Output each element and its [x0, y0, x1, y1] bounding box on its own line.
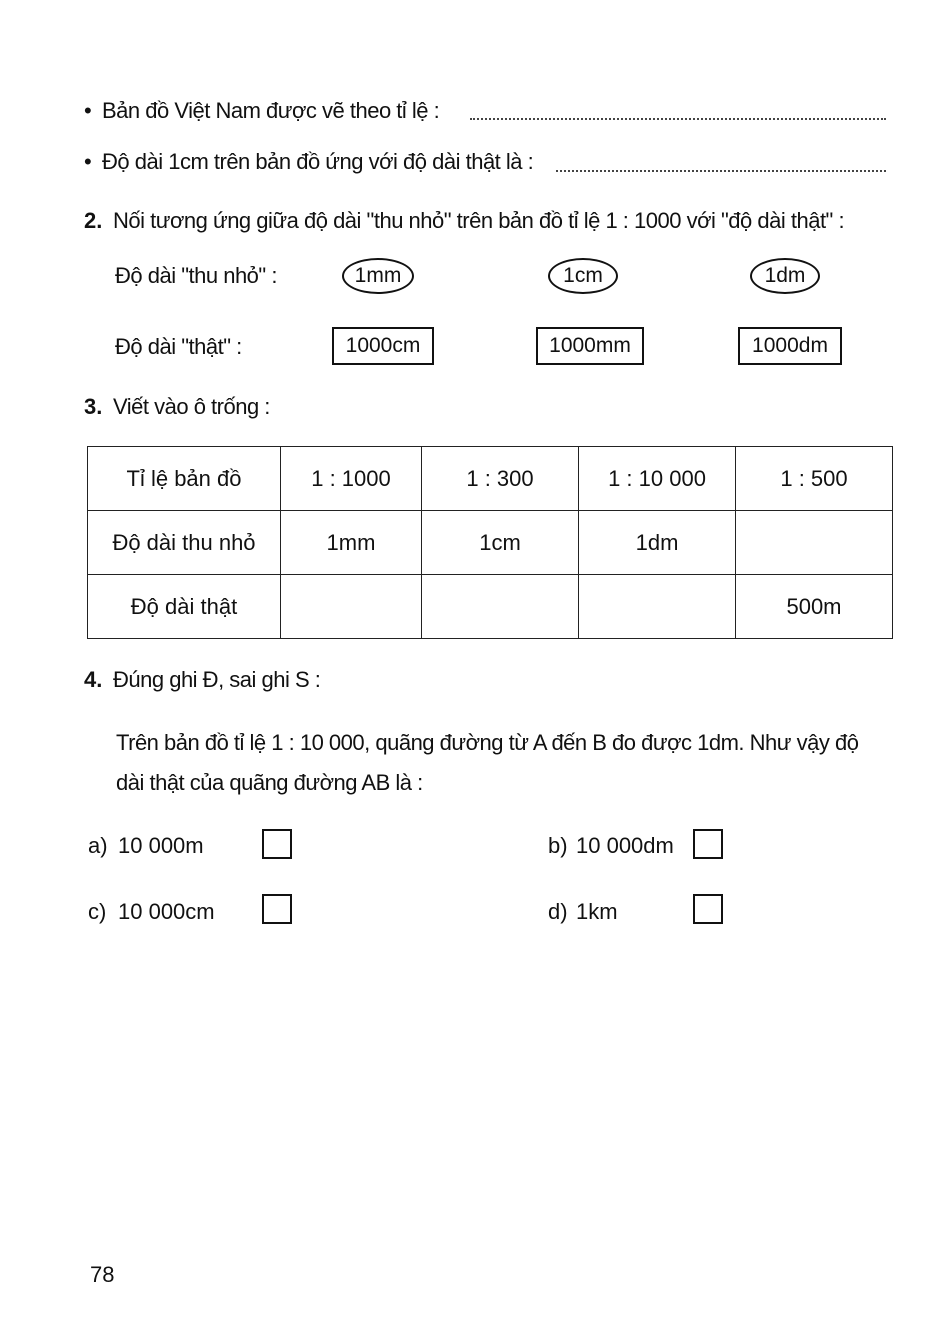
answer-line-2[interactable]	[556, 170, 886, 172]
box-real-1000dm[interactable]	[738, 327, 842, 365]
option-c-letter: c)	[88, 899, 107, 924]
question-3-number: 3.	[84, 394, 103, 419]
table-cell: 1 : 1000	[281, 447, 422, 511]
oval-scaled-1dm[interactable]	[750, 258, 820, 294]
oval-label: 1mm	[354, 264, 402, 287]
oval-label: 1dm	[764, 264, 806, 287]
question-4-text: Đúng ghi Đ, sai ghi S :	[113, 667, 321, 692]
oval-scaled-1mm[interactable]	[342, 258, 414, 294]
real-length-question: Độ dài 1cm trên bản đồ ứng với độ dài thật là :	[102, 149, 534, 174]
answer-line-1[interactable]	[470, 118, 886, 120]
box-label: 1000cm	[345, 334, 421, 357]
option-c-checkbox[interactable]	[262, 894, 292, 924]
table-cell: 1 : 500	[736, 447, 893, 511]
table-cell-blank[interactable]	[736, 511, 893, 575]
option-b-checkbox[interactable]	[693, 829, 723, 859]
option-b-letter: b)	[548, 833, 568, 858]
row-header-scale: Tỉ lệ bản đồ	[88, 447, 281, 511]
table-row	[88, 575, 893, 639]
question-3-text: Viết vào ô trống :	[113, 394, 270, 419]
table-row	[88, 447, 893, 511]
option-d-value: 1km	[576, 899, 618, 924]
question-4-number: 4.	[84, 667, 103, 692]
row-header-real-length: Độ dài thật	[88, 575, 281, 639]
option-d-letter: d)	[548, 899, 568, 924]
table-cell: 1cm	[422, 511, 579, 575]
option-a-checkbox[interactable]	[262, 829, 292, 859]
option-a-letter: a)	[88, 833, 108, 858]
table-cell: 1dm	[579, 511, 736, 575]
option-d-checkbox[interactable]	[693, 894, 723, 924]
option-c-value: 10 000cm	[118, 899, 215, 924]
problem-text-line-1: Trên bản đồ tỉ lệ 1 : 10 000, quãng đường từ A đến B đo được 1dm. Như vậy độ	[116, 730, 859, 755]
problem-text-line-2: dài thật của quãng đường AB là :	[116, 770, 423, 795]
question-2-text: Nối tương ứng giữa độ dài "thu nhỏ" trên bản đồ tỉ lệ 1 : 1000 với "độ dài thật" :	[113, 208, 845, 233]
oval-label: 1cm	[563, 264, 603, 287]
table-row	[88, 511, 893, 575]
map-scale-question: Bản đồ Việt Nam được vẽ theo tỉ lệ :	[102, 98, 440, 123]
bullet-icon: •	[84, 149, 92, 174]
table-cell: 500m	[736, 575, 893, 639]
bullet-icon: •	[84, 98, 92, 123]
scale-table	[87, 446, 893, 639]
box-label: 1000mm	[549, 334, 631, 357]
scaled-length-label: Độ dài "thu nhỏ" :	[115, 263, 277, 288]
table-cell: 1 : 300	[422, 447, 579, 511]
table-cell: 1mm	[281, 511, 422, 575]
option-b-value: 10 000dm	[576, 833, 674, 858]
row-header-scaled-length: Độ dài thu nhỏ	[88, 511, 281, 575]
oval-scaled-1cm[interactable]	[548, 258, 618, 294]
box-label: 1000dm	[752, 334, 828, 357]
table-cell-blank[interactable]	[281, 575, 422, 639]
table-cell-blank[interactable]	[579, 575, 736, 639]
question-2-number: 2.	[84, 208, 103, 233]
option-a-value: 10 000m	[118, 833, 204, 858]
table-cell: 1 : 10 000	[579, 447, 736, 511]
box-real-1000mm[interactable]	[536, 327, 644, 365]
box-real-1000cm[interactable]	[332, 327, 434, 365]
table-cell-blank[interactable]	[422, 575, 579, 639]
page-number: 78	[90, 1262, 115, 1287]
real-length-label: Độ dài "thật" :	[115, 334, 242, 359]
